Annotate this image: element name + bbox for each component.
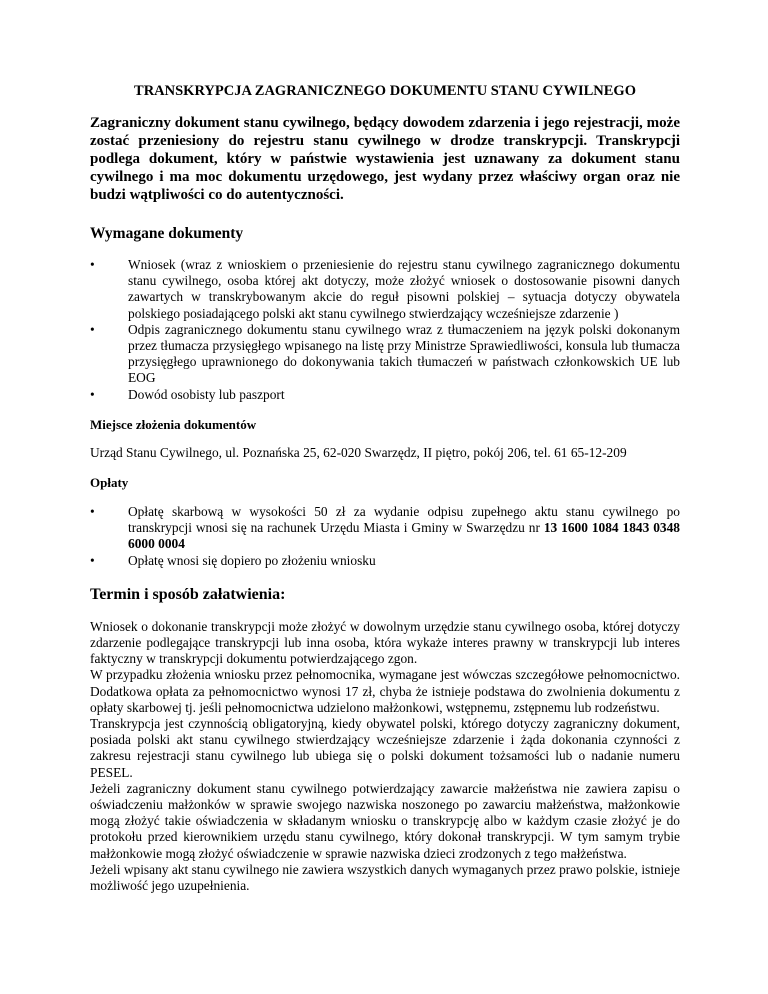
- bullet-icon: •: [90, 257, 95, 272]
- term-paragraph: W przypadku złożenia wniosku przez pełnomocnika, wymagane jest wówczas szczegółowe pełnomocnictwo. Dodatkowa opłata za pełnomocnictwo wynosi 17 zł, chyba że istnieje podstawa do zwolnienia dokumentu z opłaty skarbowej tj. jeśli pełnomocnictwa udzielono małżonkowi, wstępnemu, zstępnemu lub rodzeństwu.: [90, 667, 680, 715]
- term-paragraph: Jeżeli zagraniczny dokument stanu cywilnego potwierdzający zawarcie małżeństwa nie zawiera zapisu o oświadczeniu małżonków w sprawie swojego nazwiska noszonego po zawarciu małżeństwa, małżonkowie mogą złożyć takie oświadczenia w składanym wniosku o transkrypcję albo w każdym czasie złożyć je do protokołu przed kierownikiem urzędu stanu cywilnego, który dokonał transkrypcji. W tym samym trybie małżonkowie mogą złożyć oświadczenie w sprawie nazwiska dzieci zrodzonych z tego małżeństwa.: [90, 780, 680, 861]
- term-paragraph: Jeżeli wpisany akt stanu cywilnego nie zawiera wszystkich danych wymaganych przez prawo polskie, istnieje możliwość jego uzupełnienia.: [90, 861, 680, 894]
- required-documents-heading: Wymagane dokumenty: [90, 225, 244, 242]
- list-item-text: Dowód osobisty lub paszport: [128, 386, 285, 402]
- term-paragraph: Wniosek o dokonanie transkrypcji może złożyć w dowolnym urzędzie stanu cywilnego osoba, której dotyczy zdarzenie podlegające transkrypcji lub inna osoba, która wykaże interes prawny w transkrypcji lub interes faktyczny w transkrypcji dokumentu potwierdzającego zgon.: [90, 618, 680, 667]
- list-item: [90, 387, 680, 403]
- list-item: [90, 553, 680, 569]
- list-item: [90, 257, 680, 322]
- bullet-icon: •: [90, 321, 95, 337]
- list-item-text: Opłatę wnosi się dopiero po złożeniu wniosku: [128, 552, 376, 568]
- list-item-text: Opłatę skarbową w wysokości 50 zł za wydanie odpisu zupełnego aktu stanu cywilnego po transkrypcji wnosi się na rachunek Urzędu Miasta i Gminy w Swarzędzu nr: [128, 504, 680, 536]
- list-item-text: Wniosek (wraz z wnioskiem o przeniesienie do rejestru stanu cywilnego zagranicznego dokumentu stanu cywilnego, osoba której akt dotyczy, może złożyć wniosek o dostosowanie pisowni danych zawartych w transkrybowanym akcie do reguł pisowni polskiej – sytuacja dotyczy obywatela polskiego posiadającego polski akt stanu cywilnego stwierdzający wcześniejsze zdarzenie ): [128, 257, 680, 321]
- term-heading: Termin i sposób załatwienia:: [90, 585, 286, 603]
- list-item: [90, 322, 680, 387]
- required-documents-list: [90, 257, 680, 403]
- list-item-text: Odpis zagranicznego dokumentu stanu cywilnego wraz z tłumaczeniem na język polski dokonanym przez tłumacza przysięgłego wpisanego na listę przy Ministrze Sprawiedliwości, konsula lub tłumacza przysięgłego uprawnionego do dokonywania takich tłumaczeń w państwach członkowskich UE lub EOG: [128, 321, 680, 386]
- fees-heading: Opłaty: [90, 475, 129, 491]
- bullet-icon: •: [90, 552, 95, 568]
- document-content: [90, 82, 680, 894]
- term-paragraph: Transkrypcja jest czynnością obligatoryjną, kiedy obywatel polski, którego dotyczy zagraniczny dokument, posiada polski akt stanu cywilnego stwierdzający wcześniejsze zdarzenie i żąda dokonania czynności z zakresu rejestracji stanu cywilnego lub ubiega się o polski dokument tożsamości lub o nadanie numeru PESEL.: [90, 716, 680, 780]
- term-body: [90, 619, 680, 894]
- place-text: Urząd Stanu Cywilnego, ul. Poznańska 25, 62-020 Swarzędz, II piętro, pokój 206, tel. 61 65-12-209: [90, 444, 627, 460]
- place-heading: Miejsce złożenia dokumentów: [90, 416, 257, 432]
- bullet-icon: •: [90, 504, 95, 520]
- intro-paragraph: Zagraniczny dokument stanu cywilnego, będący dowodem zdarzenia i jego rejestracji, może zostać przeniesiony do rejestru stanu cywilnego w drodze transkrypcji. Transkrypcji podlega dokument, który w państwie wystawienia jest uznawany za dokument stanu cywilnego i ma moc dokumentu urzędowego, jest wydany przez właściwy organ oraz nie budzi wątpliwości co do autentyczności.: [90, 115, 680, 203]
- list-item: [90, 504, 680, 553]
- bank-account-number: 13 1600 1084 1843 0348 6000 0004: [128, 520, 680, 552]
- document-title: TRANSKRYPCJA ZAGRANICZNEGO DOKUMENTU STANU CYWILNEGO: [134, 83, 636, 99]
- bullet-icon: •: [90, 386, 95, 402]
- fees-list: [90, 504, 680, 569]
